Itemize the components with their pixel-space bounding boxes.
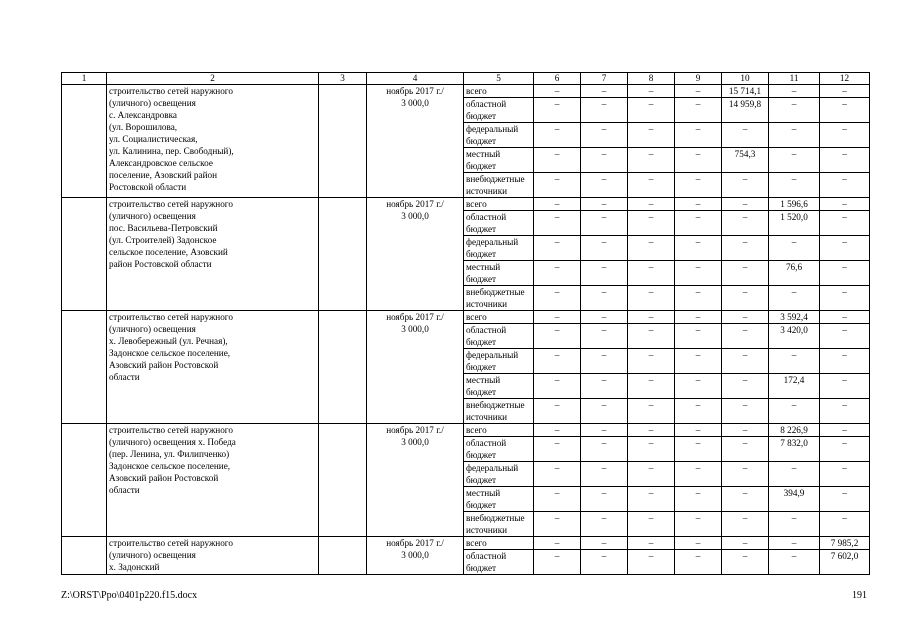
amount-cell: –	[769, 98, 820, 123]
funding-source: внебюджетные источники	[464, 512, 534, 537]
amount-cell: 3 420,0	[769, 324, 820, 349]
amount-cell: –	[769, 123, 820, 148]
amount-cell: –	[769, 550, 820, 575]
amount-cell: –	[534, 211, 581, 236]
amount-cell: –	[675, 487, 722, 512]
amount-cell: –	[722, 487, 769, 512]
amount-cell: 8 226,9	[769, 424, 820, 437]
amount-cell: –	[722, 374, 769, 399]
funding-source: федеральный бюджет	[464, 236, 534, 261]
amount-cell: 14 959,8	[722, 98, 769, 123]
amount-cell: –	[581, 349, 628, 374]
amount-cell: –	[581, 399, 628, 424]
row-number-cell	[62, 198, 107, 311]
amount-cell: –	[628, 198, 675, 211]
amount-cell: –	[675, 437, 722, 462]
column-header: 2	[107, 73, 319, 85]
amount-cell: –	[675, 311, 722, 324]
amount-cell: –	[581, 236, 628, 261]
funding-source: областной бюджет	[464, 437, 534, 462]
amount-cell: –	[722, 286, 769, 311]
amount-cell: –	[581, 261, 628, 286]
amount-cell: –	[820, 349, 870, 374]
amount-cell: –	[820, 462, 870, 487]
funding-source: внебюджетные источники	[464, 286, 534, 311]
amount-cell: –	[769, 173, 820, 198]
budget-table	[61, 72, 870, 575]
amount-cell: –	[769, 286, 820, 311]
column-header: 5	[464, 73, 534, 85]
amount-cell: –	[722, 324, 769, 349]
amount-cell: –	[581, 462, 628, 487]
funding-source: всего	[464, 424, 534, 437]
amount-cell: –	[581, 173, 628, 198]
column-header: 4	[367, 73, 464, 85]
start-date-capacity: ноябрь 2017 г./ 3 000,0	[367, 311, 464, 424]
funding-source: местный бюджет	[464, 487, 534, 512]
amount-cell: –	[628, 487, 675, 512]
table-row	[62, 85, 870, 98]
empty-cell	[319, 85, 367, 198]
header-row	[62, 73, 870, 85]
amount-cell: –	[534, 85, 581, 98]
project-description: строительство сетей наружного (уличного) освещения х. Задонский	[107, 537, 319, 575]
amount-cell: 1 596,6	[769, 198, 820, 211]
amount-cell: –	[581, 324, 628, 349]
column-header: 9	[675, 73, 722, 85]
amount-cell: –	[628, 85, 675, 98]
amount-cell: –	[820, 399, 870, 424]
funding-source: всего	[464, 85, 534, 98]
funding-source: областной бюджет	[464, 324, 534, 349]
amount-cell: –	[675, 399, 722, 424]
amount-cell: –	[722, 424, 769, 437]
amount-cell: –	[675, 173, 722, 198]
amount-cell: –	[628, 374, 675, 399]
amount-cell: –	[628, 311, 675, 324]
column-header: 3	[319, 73, 367, 85]
project-description: строительство сетей наружного (уличного) освещения пос. Васильева-Петровский (ул. Строителей) Задонское сельское поселение, Азовский район Ростовской области	[107, 198, 319, 311]
amount-cell: –	[534, 537, 581, 550]
amount-cell: –	[628, 462, 675, 487]
amount-cell: –	[675, 550, 722, 575]
start-date-capacity: ноябрь 2017 г./ 3 000,0	[367, 198, 464, 311]
amount-cell: –	[534, 424, 581, 437]
amount-cell: –	[534, 261, 581, 286]
table-row	[62, 537, 870, 550]
amount-cell: –	[769, 399, 820, 424]
amount-cell: –	[581, 311, 628, 324]
amount-cell: –	[675, 537, 722, 550]
amount-cell: –	[820, 424, 870, 437]
table-row	[62, 424, 870, 437]
funding-source: областной бюджет	[464, 211, 534, 236]
amount-cell: –	[675, 374, 722, 399]
amount-cell: 754,3	[722, 148, 769, 173]
amount-cell: –	[769, 349, 820, 374]
row-number-cell	[62, 424, 107, 537]
amount-cell: –	[534, 374, 581, 399]
amount-cell: –	[628, 437, 675, 462]
amount-cell: –	[769, 85, 820, 98]
funding-source: областной бюджет	[464, 550, 534, 575]
amount-cell: –	[581, 487, 628, 512]
amount-cell: –	[820, 198, 870, 211]
column-header: 6	[534, 73, 581, 85]
funding-source: местный бюджет	[464, 374, 534, 399]
amount-cell: –	[628, 550, 675, 575]
funding-source: внебюджетные источники	[464, 399, 534, 424]
amount-cell: –	[534, 148, 581, 173]
row-number-cell	[62, 85, 107, 198]
amount-cell: 7 832,0	[769, 437, 820, 462]
amount-cell: –	[722, 462, 769, 487]
amount-cell: –	[675, 286, 722, 311]
empty-cell	[319, 537, 367, 575]
amount-cell: –	[534, 550, 581, 575]
amount-cell: 172,4	[769, 374, 820, 399]
amount-cell: –	[722, 123, 769, 148]
amount-cell: 1 520,0	[769, 211, 820, 236]
amount-cell: –	[628, 424, 675, 437]
amount-cell: –	[534, 487, 581, 512]
column-header: 7	[581, 73, 628, 85]
amount-cell: –	[820, 487, 870, 512]
amount-cell: –	[675, 512, 722, 537]
amount-cell: –	[581, 537, 628, 550]
amount-cell: –	[534, 399, 581, 424]
amount-cell: –	[820, 85, 870, 98]
amount-cell: –	[534, 324, 581, 349]
amount-cell: –	[820, 173, 870, 198]
column-header: 1	[62, 73, 107, 85]
amount-cell: –	[675, 261, 722, 286]
amount-cell: –	[769, 537, 820, 550]
funding-source: всего	[464, 198, 534, 211]
empty-cell	[319, 424, 367, 537]
amount-cell: –	[675, 148, 722, 173]
amount-cell: –	[820, 311, 870, 324]
amount-cell: 15 714,1	[722, 85, 769, 98]
amount-cell: –	[628, 286, 675, 311]
start-date-capacity: ноябрь 2017 г./ 3 000,0	[367, 537, 464, 575]
amount-cell: –	[628, 399, 675, 424]
amount-cell: –	[820, 261, 870, 286]
amount-cell: –	[581, 98, 628, 123]
amount-cell: –	[628, 211, 675, 236]
amount-cell: –	[675, 123, 722, 148]
amount-cell: –	[722, 236, 769, 261]
amount-cell: –	[722, 173, 769, 198]
amount-cell: –	[581, 374, 628, 399]
project-description: строительство сетей наружного (уличного) освещения с. Александровка (ул. Ворошилова, ул. Социалистическая, ул. Калинина, пер. Свободный), Александровское сельское поселение, Азовский район Ростовской области	[107, 85, 319, 198]
amount-cell: 7 985,2	[820, 537, 870, 550]
amount-cell: –	[769, 462, 820, 487]
amount-cell: –	[820, 98, 870, 123]
amount-cell: –	[581, 286, 628, 311]
column-header: 12	[820, 73, 870, 85]
amount-cell: –	[628, 173, 675, 198]
amount-cell: –	[534, 437, 581, 462]
table-row	[62, 198, 870, 211]
empty-cell	[319, 198, 367, 311]
amount-cell: 7 602,0	[820, 550, 870, 575]
amount-cell: –	[628, 537, 675, 550]
file-path: Z:\ORST\Ppo\0401p220.f15.docx	[61, 590, 198, 601]
amount-cell: –	[675, 236, 722, 261]
amount-cell: –	[722, 437, 769, 462]
amount-cell: –	[581, 123, 628, 148]
amount-cell: –	[722, 311, 769, 324]
amount-cell: –	[769, 236, 820, 261]
amount-cell: –	[820, 374, 870, 399]
amount-cell: –	[820, 437, 870, 462]
amount-cell: –	[820, 324, 870, 349]
amount-cell: –	[581, 437, 628, 462]
column-header: 10	[722, 73, 769, 85]
funding-source: всего	[464, 311, 534, 324]
project-description: строительство сетей наружного (уличного) освещения х. Победа (пер. Ленина, ул. Филипченко) Задонское сельское поселение, Азовский район Ростовской области	[107, 424, 319, 537]
amount-cell: –	[534, 462, 581, 487]
column-header: 11	[769, 73, 820, 85]
table-row	[62, 311, 870, 324]
amount-cell: –	[675, 85, 722, 98]
amount-cell: –	[534, 311, 581, 324]
amount-cell: –	[820, 286, 870, 311]
amount-cell: –	[722, 211, 769, 236]
amount-cell: –	[820, 211, 870, 236]
page-number: 191	[852, 590, 867, 601]
project-description: строительство сетей наружного (уличного) освещения х. Левобережный (ул. Речная), Задонское сельское поселение, Азовский район Ростовской области	[107, 311, 319, 424]
amount-cell: –	[675, 424, 722, 437]
amount-cell: –	[628, 236, 675, 261]
amount-cell: –	[534, 123, 581, 148]
funding-source: федеральный бюджет	[464, 349, 534, 374]
amount-cell: –	[769, 512, 820, 537]
amount-cell: –	[722, 261, 769, 286]
amount-cell: –	[581, 424, 628, 437]
amount-cell: –	[820, 123, 870, 148]
amount-cell: –	[581, 512, 628, 537]
amount-cell: 394,9	[769, 487, 820, 512]
amount-cell: –	[534, 512, 581, 537]
amount-cell: –	[534, 349, 581, 374]
amount-cell: –	[628, 349, 675, 374]
start-date-capacity: ноябрь 2017 г./ 3 000,0	[367, 424, 464, 537]
amount-cell: –	[722, 512, 769, 537]
amount-cell: –	[675, 98, 722, 123]
amount-cell: –	[581, 148, 628, 173]
empty-cell	[319, 311, 367, 424]
funding-source: федеральный бюджет	[464, 462, 534, 487]
start-date-capacity: ноябрь 2017 г./ 3 000,0	[367, 85, 464, 198]
amount-cell: –	[534, 198, 581, 211]
amount-cell: –	[769, 148, 820, 173]
amount-cell: –	[534, 173, 581, 198]
amount-cell: –	[628, 324, 675, 349]
funding-source: местный бюджет	[464, 148, 534, 173]
amount-cell: –	[675, 462, 722, 487]
amount-cell: –	[722, 349, 769, 374]
amount-cell: –	[820, 148, 870, 173]
amount-cell: –	[722, 198, 769, 211]
amount-cell: –	[581, 211, 628, 236]
amount-cell: 3 592,4	[769, 311, 820, 324]
row-number-cell	[62, 311, 107, 424]
amount-cell: 76,6	[769, 261, 820, 286]
amount-cell: –	[675, 198, 722, 211]
amount-cell: –	[722, 550, 769, 575]
amount-cell: –	[628, 123, 675, 148]
amount-cell: –	[820, 236, 870, 261]
amount-cell: –	[628, 261, 675, 286]
amount-cell: –	[628, 148, 675, 173]
funding-source: областной бюджет	[464, 98, 534, 123]
amount-cell: –	[820, 512, 870, 537]
amount-cell: –	[722, 537, 769, 550]
amount-cell: –	[628, 512, 675, 537]
row-number-cell	[62, 537, 107, 575]
amount-cell: –	[628, 98, 675, 123]
amount-cell: –	[722, 399, 769, 424]
funding-source: внебюджетные источники	[464, 173, 534, 198]
amount-cell: –	[675, 349, 722, 374]
column-header: 8	[628, 73, 675, 85]
amount-cell: –	[581, 198, 628, 211]
amount-cell: –	[581, 550, 628, 575]
amount-cell: –	[534, 236, 581, 261]
amount-cell: –	[675, 211, 722, 236]
funding-source: федеральный бюджет	[464, 123, 534, 148]
amount-cell: –	[534, 98, 581, 123]
funding-source: всего	[464, 537, 534, 550]
amount-cell: –	[581, 85, 628, 98]
funding-source: местный бюджет	[464, 261, 534, 286]
amount-cell: –	[534, 286, 581, 311]
amount-cell: –	[675, 324, 722, 349]
